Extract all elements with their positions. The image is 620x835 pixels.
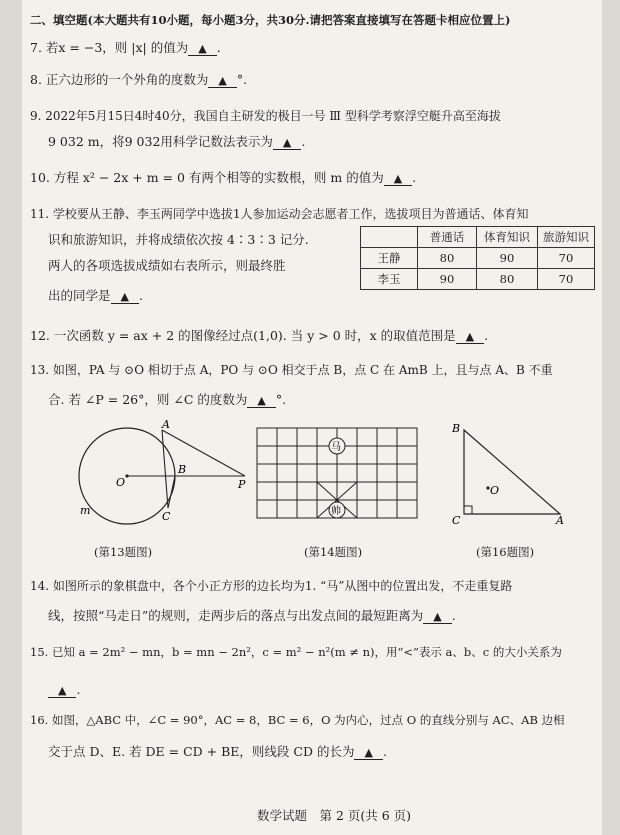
label-a: A <box>162 418 170 431</box>
label-o: O <box>490 484 500 497</box>
label-c: C <box>162 510 171 523</box>
question-8: 8. 正六边形的一个外角的度数为 ▲ °. <box>30 72 248 87</box>
answer-blank: ▲ <box>48 683 76 698</box>
label-m: m <box>80 504 91 517</box>
label-o: O <box>116 476 126 489</box>
question-11-line1: 11. 学校要从王静、李玉两同学中选拔1人参加运动会志愿者工作，选拔项目为普通话、体育知 <box>30 207 529 221</box>
figure-14-caption: (第14题图) <box>304 545 363 559</box>
label-b: B <box>178 463 187 476</box>
right-angle-mark <box>464 506 472 514</box>
answer-blank: ▲ <box>188 41 216 56</box>
answer-blank: ▲ <box>111 289 139 304</box>
figure-16-caption: (第16题图) <box>476 545 535 559</box>
question-7: 7. 若x = −3，则 |x| 的值为 ▲ . <box>30 40 221 55</box>
table-cell: 王静 <box>361 248 418 269</box>
question-9-line1: 9. 2022年5月15日4时40分，我国自主研发的极目一号 Ⅲ 型科学考察浮空艇升高至海拔 <box>30 109 501 123</box>
line-ac <box>162 430 168 508</box>
table-cell: 李玉 <box>361 269 418 290</box>
label-p: P <box>238 478 246 491</box>
table-header-cell <box>361 227 418 248</box>
label-c: C <box>452 514 461 527</box>
answer-blank: ▲ <box>384 171 412 186</box>
question-13-line2: 合. 若 ∠P = 26°，则 ∠C 的度数为 ▲ °. <box>48 392 287 407</box>
figure-13 <box>62 416 262 532</box>
question-14-line1: 14. 如图所示的象棋盘中，各个小正方形的边长均为1. “马”从图中的位置出发，不走重复路 <box>30 579 513 593</box>
question-13-line1: 13. 如图，PA 与 ⊙O 相切于点 A，PO 与 ⊙O 相交于点 B，点 C 在 AmB 上，且与点 A、B 不重 <box>30 363 553 377</box>
question-16-line2: 交于点 D、E. 若 DE = CD + BE，则线段 CD 的长为 ▲ . <box>48 744 387 759</box>
table-cell: 90 <box>477 248 538 269</box>
question-14-line2: 线，按照“马走日”的规则，走两步后的落点与出发点间的最短距离为 ▲ . <box>48 608 456 623</box>
figure-16 <box>442 418 572 530</box>
question-9-line2: 9 032 m，将9 032用科学记数法表示为 ▲ . <box>48 134 306 149</box>
question-12: 12. 一次函数 y = ax + 2 的图像经过点(1,0). 当 y > 0 时，x 的取值范围是 ▲ . <box>30 328 489 343</box>
table-row <box>361 248 595 269</box>
center-dot <box>125 474 128 477</box>
answer-blank: ▲ <box>208 73 236 88</box>
section-header: 二、填空题(本大题共有10小题，每小题3分，共30分.请把答案直接填写在答题卡相应位置上) <box>30 13 511 27</box>
table-cell: 70 <box>538 248 595 269</box>
general-label: 帅 <box>331 506 341 517</box>
answer-blank: ▲ <box>456 329 484 344</box>
triangle-abc <box>464 430 560 514</box>
page-footer: 数学试题 第 2 页(共 6 页) <box>257 808 412 823</box>
label-a: A <box>556 514 564 527</box>
label-b: B <box>452 422 461 435</box>
answer-blank: ▲ <box>247 393 275 408</box>
question-11-line2: 识和旅游知识，并将成绩依次按 4∶3∶3 记分. <box>48 232 309 247</box>
question-16-line1: 16. 如图，△ABC 中，∠C = 90°，AC = 8，BC = 6，O 为内心，过点 O 的直线分别与 AC、AB 边相 <box>30 713 565 727</box>
question-11-line4: 出的同学是 ▲ . <box>48 288 143 303</box>
figure-13-caption: (第13题图) <box>94 545 153 559</box>
table-header-cell: 旅游知识 <box>538 227 595 248</box>
table-cell: 70 <box>538 269 595 290</box>
table-header-cell: 体育知识 <box>477 227 538 248</box>
question-11-line3: 两人的各项选拔成绩如右表所示，则最终胜 <box>48 258 286 273</box>
question-15-line2: ▲ . <box>48 682 80 698</box>
table-cell: 80 <box>477 269 538 290</box>
answer-blank: ▲ <box>354 745 382 760</box>
answer-blank: ▲ <box>423 609 451 624</box>
table-cell: 80 <box>418 248 477 269</box>
horse-label: 马 <box>331 442 341 453</box>
table-cell: 90 <box>418 269 477 290</box>
table-header-row <box>361 227 595 248</box>
table-row <box>361 269 595 290</box>
question-15-line1: 15. 已知 a = 2m² − mn，b = mn − 2n²，c = m² − n²(m ≠ n)，用“<”表示 a、b、c 的大小关系为 <box>30 645 562 659</box>
figure-14 <box>256 424 418 528</box>
exam-page <box>22 0 602 835</box>
score-table <box>360 226 595 290</box>
line-bc <box>168 476 175 508</box>
answer-blank: ▲ <box>273 135 301 150</box>
table-header-cell: 普通话 <box>418 227 477 248</box>
question-10: 10. 方程 x² − 2x + m = 0 有两个相等的实数根，则 m 的值为 ▲ . <box>30 170 417 185</box>
